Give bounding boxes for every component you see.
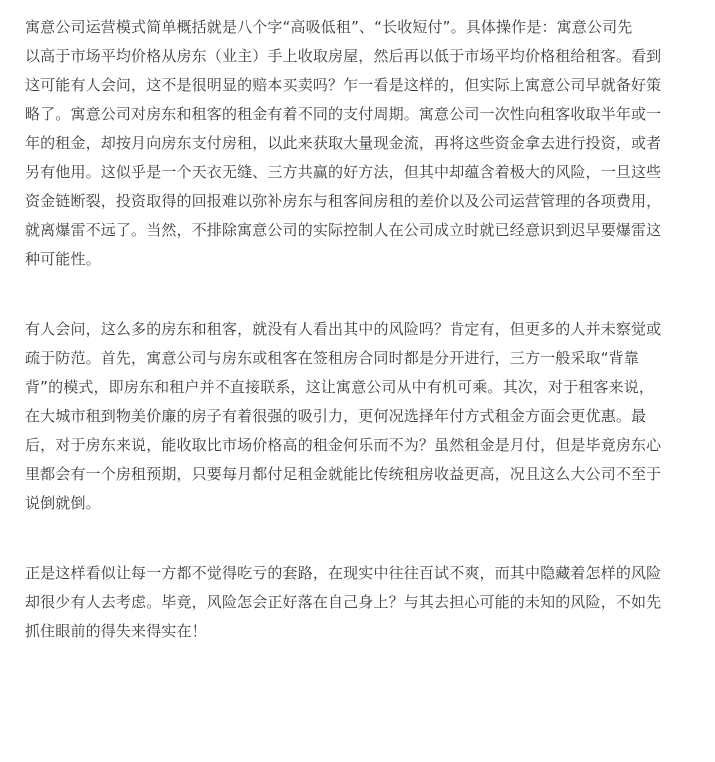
paragraph-2 — [25, 315, 693, 518]
text-line: 背”的模式，即房东和租户并不直接联系，这让寓意公司从中有机可乘。其次，对于租客来说， — [25, 378, 655, 396]
text-line: 就离爆雷不远了。当然，不排除寓意公司的实际控制人在公司成立时就已经意识到迟早要爆雷这 — [25, 221, 662, 239]
text-line: 年的租金，却按月向房东支付房租，以此来获取大量现金流，再将这些资金拿去进行投资，或者 — [25, 134, 662, 152]
text-line: 资金链断裂，投资取得的回报难以弥补房东与租客间房租的差价以及公司运营管理的各项费用， — [25, 192, 662, 210]
text-line: 以高于市场平均价格从房东（业主）手上收取房屋，然后再以低于市场平均价格租给租客。看到 — [25, 47, 662, 65]
text-line: 疏于防范。首先，寓意公司与房东或租客在签租房合同时都是分开进行，三方一般采取“背靠 — [25, 349, 639, 367]
text-line: 种可能性。 — [25, 250, 101, 268]
article-body — [25, 13, 693, 646]
paragraph-1 — [25, 13, 693, 274]
text-line: 寓意公司运营模式简单概括就是八个字“高吸低租”、“长收短付”。具体操作是：寓意公司先 — [25, 18, 633, 36]
text-line: 有人会问，这么多的房东和租客，就没有人看出其中的风险吗？肯定有，但更多的人并未察觉或 — [25, 320, 662, 338]
text-line: 这可能有人会问，这不是很明显的赔本买卖吗？乍一看是这样的，但实际上寓意公司早就备好策 — [25, 76, 662, 94]
text-line: 抓住眼前的得失来得实在！ — [25, 622, 207, 640]
text-line: 正是这样看似让每一方都不觉得吃亏的套路，在现实中往往百试不爽，而其中隐藏着怎样的风险 — [25, 564, 662, 582]
text-line: 略了。寓意公司对房东和租客的租金有着不同的支付周期。寓意公司一次性向租客收取半年或一 — [25, 105, 662, 123]
paragraph-3 — [25, 559, 693, 646]
text-line: 却很少有人去考虑。毕竟，风险怎会正好落在自己身上？与其去担心可能的未知的风险，不如先 — [25, 593, 662, 611]
paragraph-spacer — [25, 274, 693, 315]
paragraph-spacer — [25, 518, 693, 559]
text-line: 说倒就倒。 — [25, 494, 101, 512]
text-line: 后，对于房东来说，能收取比市场价格高的租金何乐而不为？虽然租金是月付，但是毕竟房东心 — [25, 436, 662, 454]
text-line: 另有他用。这似乎是一个天衣无缝、三方共赢的好方法，但其中却蕴含着极大的风险，一旦这些 — [25, 163, 662, 181]
text-line: 里都会有一个房租预期，只要每月都付足租金就能比传统租房收益更高，况且这么大公司不至于 — [25, 465, 662, 483]
text-line: 在大城市租到物美价廉的房子有着很强的吸引力，更何况选择年付方式租金方面会更优惠。最 — [25, 407, 647, 425]
